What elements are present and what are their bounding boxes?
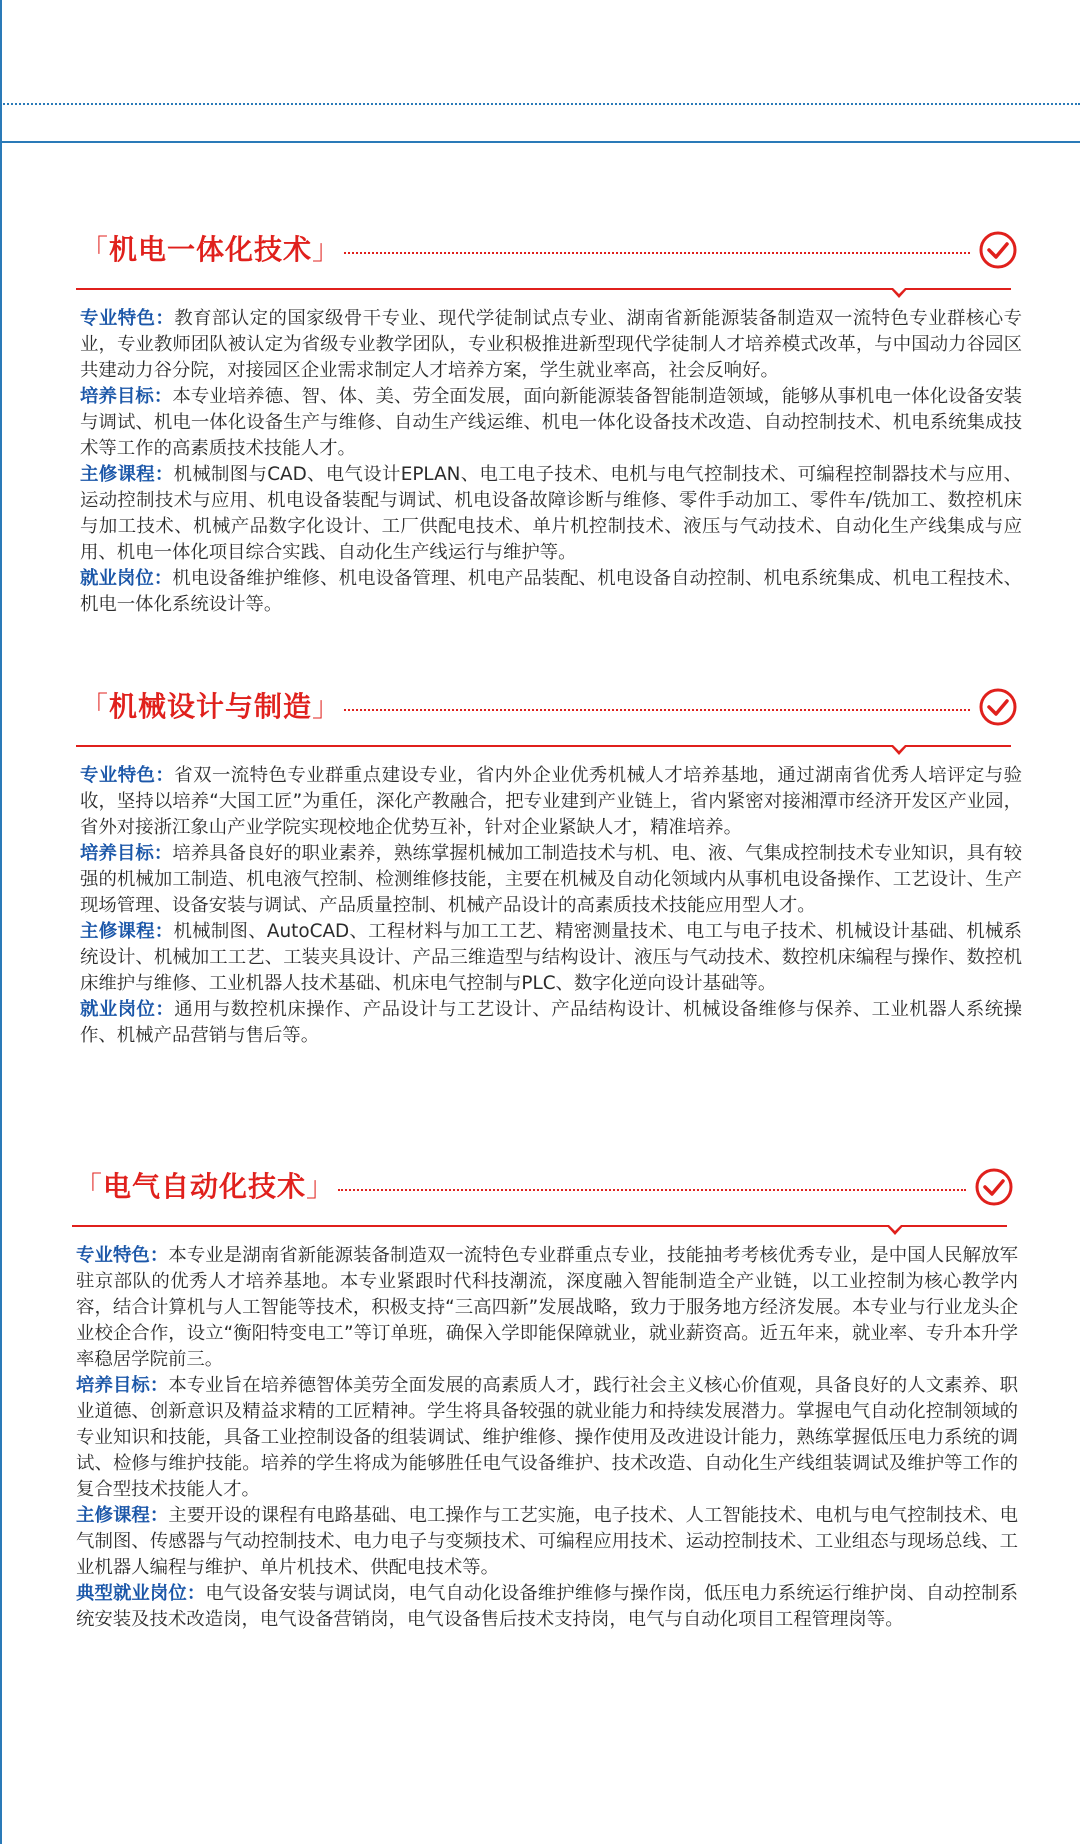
- paragraph-feature: [0, 1243, 1080, 1373]
- paragraph-text: 通用与数控机床操作、产品设计与工艺设计、产品结构设计、机械设备维修与保养、工业机器人系统操作、机械产品营销与售后等。: [80, 999, 1022, 1046]
- header-underline: [76, 288, 1011, 290]
- section-electrical-automation: [0, 1155, 1080, 1633]
- paragraph-label: 就业岗位：: [80, 999, 175, 1020]
- paragraph-courses: [0, 919, 1080, 997]
- check-circle-icon: [974, 1167, 1014, 1207]
- section-header: [0, 1155, 1080, 1243]
- top-divider-line: [0, 141, 1080, 143]
- paragraph-label: 培养目标：: [80, 386, 173, 407]
- paragraph-text: 培养具备良好的职业素养，熟练掌握机械加工制造技术与机、电、液、气集成控制技术专业知识，具有较强的机械加工制造、机电液气控制、检测维修技能，主要在机械及自动化领域内从事机电设备操作、工艺设计、生产现场管理、设备安装与调试、产品质量控制、机械产品设计的高素质技术技能应用型人才。: [80, 843, 1022, 916]
- header-dotted-line: [344, 252, 970, 254]
- paragraph-jobs: [0, 566, 1080, 618]
- section-title-text: 机械设计与制造: [109, 690, 313, 723]
- section-mechatronics: [0, 218, 1080, 618]
- paragraph-label: 培养目标：: [76, 1375, 169, 1396]
- paragraph-text: 教育部认定的国家级骨干专业、现代学徒制试点专业、湖南省新能源装备制造双一流特色专业群核心专业，专业教师团队被认定为省级专业教学团队，专业积极推进新型现代学徒制人才培养模式改革，与中国动力谷园区共建动力谷分院，对接园区企业需求制定人才培养方案，学生就业率高，社会反响好。: [80, 308, 1022, 381]
- paragraph-label: 主修课程：: [80, 464, 174, 485]
- header-notch-inner: [889, 1225, 901, 1231]
- header-notch-inner: [893, 288, 905, 294]
- paragraph-label: 专业特色：: [80, 308, 175, 329]
- bracket-open: 「: [80, 690, 110, 723]
- header-notch-inner: [893, 745, 905, 751]
- bracket-open: 「: [74, 1170, 104, 1203]
- section-title: [74, 1165, 335, 1205]
- paragraph-label: 培养目标：: [80, 843, 173, 864]
- paragraph-jobs: [0, 1581, 1080, 1633]
- paragraph-text: 本专业旨在培养德智体美劳全面发展的高素质人才，践行社会主义核心价值观，具备良好的人文素养、职业道德、创新意识及精益求精的工匠精神。学生将具备较强的就业能力和持续发展潜力。掌握电气自动化控制领域的专业知识和技能，具备工业控制设备的组装调试、维护维修、操作使用及改进设计能力，熟练掌握低压电力系统的调试、检修与维护技能。培养的学生将成为能够胜任电气设备维护、技术改造、自动化生产线组装调试及维护等工作的复合型技术技能人才。: [76, 1375, 1018, 1500]
- section-title: [80, 685, 341, 725]
- paragraph-text: 本专业培养德、智、体、美、劳全面发展，面向新能源装备智能制造领域，能够从事机电一体化设备安装与调试、机电一体化设备生产与维修、自动生产线运维、机电一体化设备技术改造、自动控制技术、机电系统集成技术等工作的高素质技术技能人才。: [80, 386, 1022, 459]
- header-underline: [72, 1225, 1007, 1227]
- paragraph-text: 电气设备安装与调试岗，电气自动化设备维护维修与操作岗，低压电力系统运行维护岗、自动控制系统安装及技术改造岗，电气设备营销岗，电气设备售后技术支持岗，电气与自动化项目工程管理岗等。: [76, 1583, 1018, 1630]
- paragraph-feature: [0, 763, 1080, 841]
- paragraph-label: 典型就业岗位：: [76, 1583, 206, 1604]
- paragraph-courses: [0, 1503, 1080, 1581]
- paragraph-text: 主要开设的课程有电路基础、电工操作与工艺实施，电子技术、人工智能技术、电机与电气控制技术、电气制图、传感器与气动控制技术、电力电子与变频技术、可编程应用技术、运动控制技术、工业组态与现场总线、工业机器人编程与维护、单片机技术、供配电技术等。: [76, 1505, 1018, 1578]
- paragraph-goal: [0, 841, 1080, 919]
- paragraph-text: 机械制图、AutoCAD、工程材料与加工工艺、精密测量技术、电工与电子技术、机械设计基础、机械系统设计、机械加工工艺、工装夹具设计、产品三维造型与结构设计、液压与气动技术、数控机床编程与操作、数控机床维护与维修、工业机器人技术基础、机床电气控制与PLC、数字化逆向设计基础等。: [80, 921, 1022, 994]
- header-dotted-line: [338, 1189, 966, 1191]
- bracket-close: 」: [312, 233, 342, 266]
- paragraph-label: 就业岗位：: [80, 568, 173, 589]
- check-circle-icon: [978, 230, 1018, 270]
- paragraph-label: 主修课程：: [76, 1505, 169, 1526]
- paragraph-text: 机电设备维护维修、机电设备管理、机电产品装配、机电设备自动控制、机电系统集成、机电工程技术、机电一体化系统设计等。: [80, 568, 1022, 615]
- paragraph-courses: [0, 462, 1080, 566]
- section-title-text: 机电一体化技术: [109, 233, 313, 266]
- section-title: [80, 228, 341, 268]
- check-circle-icon: [978, 687, 1018, 727]
- paragraph-feature: [0, 306, 1080, 384]
- paragraph-label: 专业特色：: [76, 1245, 169, 1266]
- section-header: [0, 218, 1080, 306]
- section-mechanical-design: [0, 675, 1080, 1049]
- bracket-close: 」: [312, 690, 342, 723]
- paragraph-text: 省双一流特色专业群重点建设专业，省内外企业优秀机械人才培养基地，通过湖南省优秀人培评定与验收，坚持以培养“大国工匠”为重任，深化产教融合，把专业建到产业链上，省内紧密对接湘潭市经济开发区产业园，省外对接浙江象山产业学院实现校地企优势互补，针对企业紧缺人才，精准培养。: [80, 765, 1022, 838]
- bracket-close: 」: [306, 1170, 336, 1203]
- section-title-text: 电气自动化技术: [103, 1170, 307, 1203]
- paragraph-goal: [0, 384, 1080, 462]
- section-header: [0, 675, 1080, 763]
- paragraph-label: 主修课程：: [80, 921, 174, 942]
- bracket-open: 「: [80, 233, 110, 266]
- top-dotted-divider: [0, 103, 1080, 105]
- paragraph-goal: [0, 1373, 1080, 1503]
- paragraph-label: 专业特色：: [80, 765, 175, 786]
- header-underline: [76, 745, 1011, 747]
- paragraph-jobs: [0, 997, 1080, 1049]
- header-dotted-line: [344, 709, 970, 711]
- paragraph-text: 机械制图与CAD、电气设计EPLAN、电工电子技术、电机与电气控制技术、可编程控制器技术与应用、运动控制技术与应用、机电设备装配与调试、机电设备故障诊断与维修、零件手动加工、零件车/铣加工、数控机床与加工技术、机械产品数字化设计、工厂供配电技术、单片机控制技术、液压与气动技术、自动化生产线集成与应用、机电一体化项目综合实践、自动化生产线运行与维护等。: [80, 464, 1022, 563]
- paragraph-text: 本专业是湖南省新能源装备制造双一流特色专业群重点专业，技能抽考考核优秀专业，是中国人民解放军驻京部队的优秀人才培养基地。本专业紧跟时代科技潮流，深度融入智能制造全产业链，以工业控制为核心教学内容，结合计算机与人工智能等技术，积极支持“三高四新”发展战略，致力于服务地方经济发展。本专业与行业龙头企业校企合作，设立“衡阳特变电工”等订单班，确保入学即能保障就业，就业薪资高。近五年来，就业率、专升本升学率稳居学院前三。: [76, 1245, 1018, 1370]
